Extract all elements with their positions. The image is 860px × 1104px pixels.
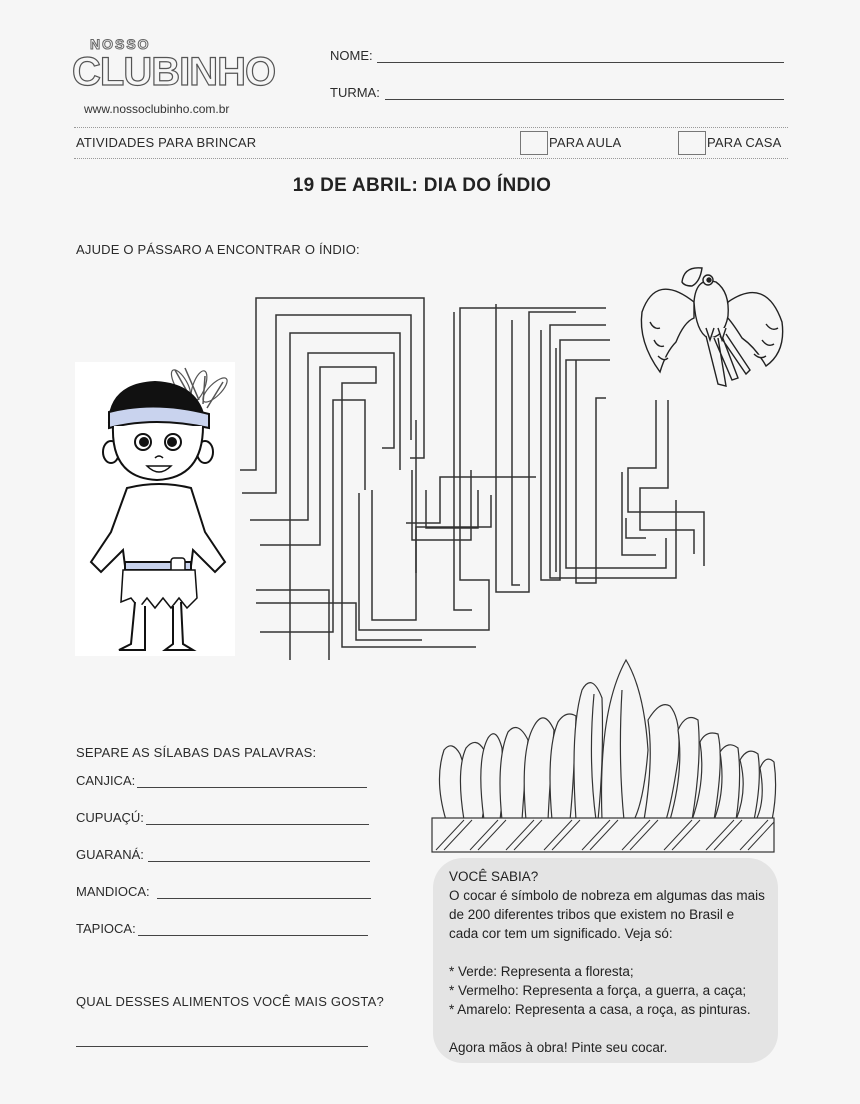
word-cupuacu-field[interactable]: [146, 824, 369, 825]
indigenous-boy-illustration: [75, 362, 235, 656]
callout-item: * Amarelo: Representa a casa, a roça, as pinturas.: [449, 1002, 751, 1017]
logo-main-text: CLUBINHO: [72, 50, 276, 94]
headdress-illustration[interactable]: [430, 650, 778, 854]
word-cupuacu-label: CUPUAÇÚ:: [76, 810, 144, 825]
word-guarana-label: GUARANÁ:: [76, 847, 144, 862]
callout-item: * Vermelho: Representa a força, a guerra, a caça;: [449, 983, 747, 998]
did-you-know-callout: [433, 858, 778, 1063]
para-casa-checkbox[interactable]: [678, 131, 706, 155]
callout-heading: VOCÊ SABIA?: [449, 869, 539, 884]
logo-top-text: NOSSO: [90, 36, 151, 52]
category-label: ATIVIDADES PARA BRINCAR: [76, 135, 257, 150]
divider-bottom: [74, 158, 788, 159]
callout-item: * Verde: Representa a floresta;: [449, 964, 634, 979]
word-canjica-field[interactable]: [137, 787, 367, 788]
word-tapioca-field[interactable]: [138, 935, 368, 936]
logo: [72, 36, 276, 118]
callout-line: cada cor tem um significado. Veja só:: [449, 926, 673, 941]
callout-line: de 200 diferentes tribos que existem no Brasil e: [449, 907, 735, 922]
word-guarana-field[interactable]: [148, 861, 370, 862]
class-field[interactable]: [385, 99, 784, 100]
callout-closing: Agora mãos à obra! Pinte seu cocar.: [449, 1040, 668, 1055]
divider-top: [74, 127, 788, 128]
para-aula-label: PARA AULA: [549, 135, 622, 150]
favorite-food-question: QUAL DESSES ALIMENTOS VOCÊ MAIS GOSTA?: [76, 994, 384, 1009]
logo-url: www.nossoclubinho.com.br: [84, 102, 230, 116]
parrot-illustration: [636, 262, 786, 392]
name-field[interactable]: [377, 62, 784, 63]
callout-spacer: [449, 1019, 774, 1038]
favorite-food-field[interactable]: [76, 1046, 368, 1047]
class-label: TURMA:: [330, 85, 380, 100]
name-label: NOME:: [330, 48, 373, 63]
syllables-instruction: SEPARE AS SÍLABAS DAS PALAVRAS:: [76, 745, 317, 760]
word-canjica-label: CANJICA:: [76, 773, 136, 788]
word-mandioca-field[interactable]: [157, 898, 371, 899]
para-aula-checkbox[interactable]: [520, 131, 548, 155]
word-tapioca-label: TAPIOCA:: [76, 921, 136, 936]
maze-instruction: AJUDE O PÁSSARO A ENCONTRAR O ÍNDIO:: [76, 242, 360, 257]
page-title: 19 DE ABRIL: DIA DO ÍNDIO: [292, 175, 552, 196]
callout-line: O cocar é símbolo de nobreza em algumas das mais: [449, 888, 765, 903]
para-casa-label: PARA CASA: [707, 135, 782, 150]
word-mandioca-label: MANDIOCA:: [76, 884, 150, 899]
callout-spacer: [449, 943, 774, 962]
